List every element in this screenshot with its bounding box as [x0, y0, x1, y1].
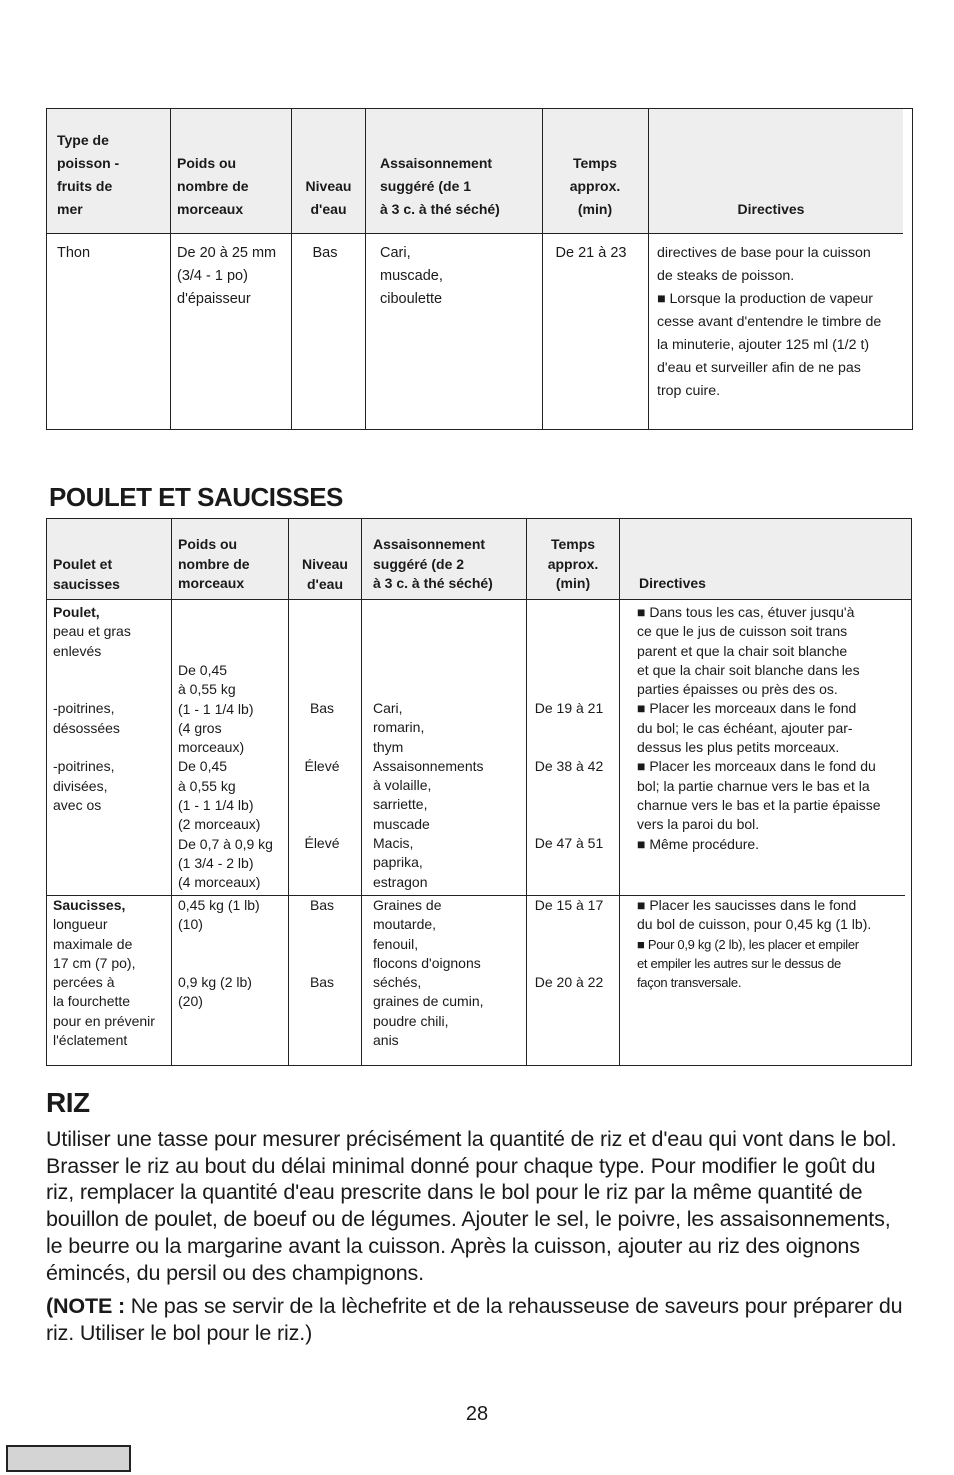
column-divider: [365, 109, 366, 429]
header-type: Type de poisson - fruits de mer: [57, 132, 120, 217]
registration-box: [6, 1445, 131, 1472]
column-divider: [170, 109, 171, 429]
column-divider: [361, 519, 362, 1065]
cell-sausage-seasoning: Graines de moutarde, fenouil, flocons d'oignons séchés, graines de cumin, poudre chili, anis: [373, 897, 484, 1049]
cell-chicken-directives: ■ Dans tous les cas, étuver jusqu'à ce que le jus de cuisson soit trans parent et que la chair soit blanche et que la chair soit blanche dans les parties épaisses ou près des os. ■ Placer les morceaux dans le fond du bol; le cas échéant, ajouter par- dessus les plus petits morceaux. ■ Placer les morceaux dans le fond du bol; la partie charnue vers le bas et la charnue vers le bas et la partie épaisse vers la paroi du bol. ■ Même procédure.: [637, 604, 881, 852]
chicken-cuts: peau et gras enlevés -poitrines, désossées -poitrines, divisées, avec os: [53, 623, 131, 813]
cell-sausage-water-level: Bas Bas: [309, 897, 335, 991]
cell-time: De 21 à 23: [555, 245, 627, 261]
chicken-label: Poulet,: [53, 604, 100, 620]
column-divider: [619, 519, 620, 1065]
header-type: Poulet et saucisses: [53, 556, 120, 592]
sausage-description: longueur maximale de 17 cm (7 po), percées à la fourchette pour en prévenir l'éclatement: [53, 916, 155, 1049]
cell-sausage-time: De 15 à 17 De 20 à 22: [534, 897, 604, 991]
cell-directives: directives de base pour la cuisson de steaks de poisson. ■ Lorsque la production de vapeur cesse avant d'entendre le timbre de la minuterie, ajouter 125 ml (1/2 t) d'eau et surveiller afin de ne pas trop cuire.: [657, 245, 882, 399]
cell-seasoning: Cari, muscade, ciboulette: [380, 245, 443, 307]
cell-chicken-seasoning: Cari, romarin, thym Assaisonnements à volaille, sarriette, muscade Macis, paprika, estragon: [373, 700, 484, 890]
note-text: Ne pas se servir de la lèchefrite et de la rehausseuse de saveurs pour préparer du riz. Utiliser le bol pour le riz.): [46, 1294, 903, 1345]
cell-sausage-directives: [637, 896, 909, 992]
cell-chicken-water-level: Bas Élevé Élevé: [304, 700, 340, 852]
note-label: (NOTE :: [46, 1294, 125, 1318]
cell-chicken-time: De 19 à 21 De 38 à 42 De 47 à 51: [534, 700, 604, 852]
sausage-label: Saucisses,: [53, 897, 126, 913]
page-number: 28: [465, 1403, 489, 1425]
header-seasoning: Assaisonnement suggéré (de 2 à 3 c. à thé séché): [373, 536, 493, 591]
header-directives: Directives: [737, 201, 805, 217]
header-time: Temps approx. (min): [547, 536, 599, 591]
header-weight: Poids ou nombre de morceaux: [178, 536, 250, 591]
header-directives: Directives: [639, 575, 706, 591]
cell-sausage-type: [53, 896, 173, 1050]
column-divider: [291, 109, 292, 429]
cell-type: Thon: [57, 245, 91, 261]
cell-sausage-weight: 0,45 kg (1 lb) (10) 0,9 kg (2 lb) (20): [178, 897, 260, 1010]
header-time: Temps approx. (min): [569, 155, 621, 217]
poultry-sausage-table: [46, 518, 912, 1066]
fish-cooking-table: [46, 108, 913, 430]
header-seasoning: Assaisonnement suggéré (de 1 à 3 c. à thé séché): [380, 155, 500, 217]
cell-chicken-type: [53, 603, 169, 815]
sausage-directive-2: ■ Pour 0,9 kg (2 lb), les placer et empiler et empiler les autres sur le dessus de façon transversale.: [637, 936, 859, 991]
header-water-level: Niveau d'eau: [302, 556, 348, 592]
column-divider: [648, 109, 649, 429]
section-title-poultry: POULET ET SAUCISSES: [49, 482, 343, 512]
rice-note: [46, 1293, 908, 1346]
cell-weight: De 20 à 25 mm (3/4 - 1 po) d'épaisseur: [177, 245, 277, 307]
cell-water-level: Bas: [312, 245, 338, 261]
section-title-rice: RIZ: [46, 1087, 90, 1118]
cell-chicken-weight: De 0,45 à 0,55 kg (1 - 1 1/4 lb) (4 gros morceaux) De 0,45 à 0,55 kg (1 - 1 1/4 lb) (2 morceaux) De 0,7 à 0,9 kg (1 3/4 - 2 lb) (4 morceaux): [178, 662, 273, 891]
sausage-directive-1: ■ Placer les saucisses dans le fond du bol de cuisson, pour 0,45 kg (1 lb).: [637, 897, 872, 933]
rice-paragraph: Utiliser une tasse pour mesurer précisément la quantité de riz et d'eau qui vont dans le bol. Brasser le riz au bout du délai minimal donné pour chaque type. Pour modifier le goût du riz, remplacer la quantité d'eau prescrite dans le bol pour le riz par la même quantité de bouillon de poulet, de boeuf ou de légumes. Ajouter le sel, le poivre, les assaisonnements, le beurre ou la margarine avant la cuisson. Après la cuisson, ajouter au riz des oignons émincés, du persil ou des champignons.: [46, 1127, 897, 1285]
header-water-level: Niveau d'eau: [305, 178, 352, 217]
header-weight: Poids ou nombre de morceaux: [177, 155, 249, 217]
